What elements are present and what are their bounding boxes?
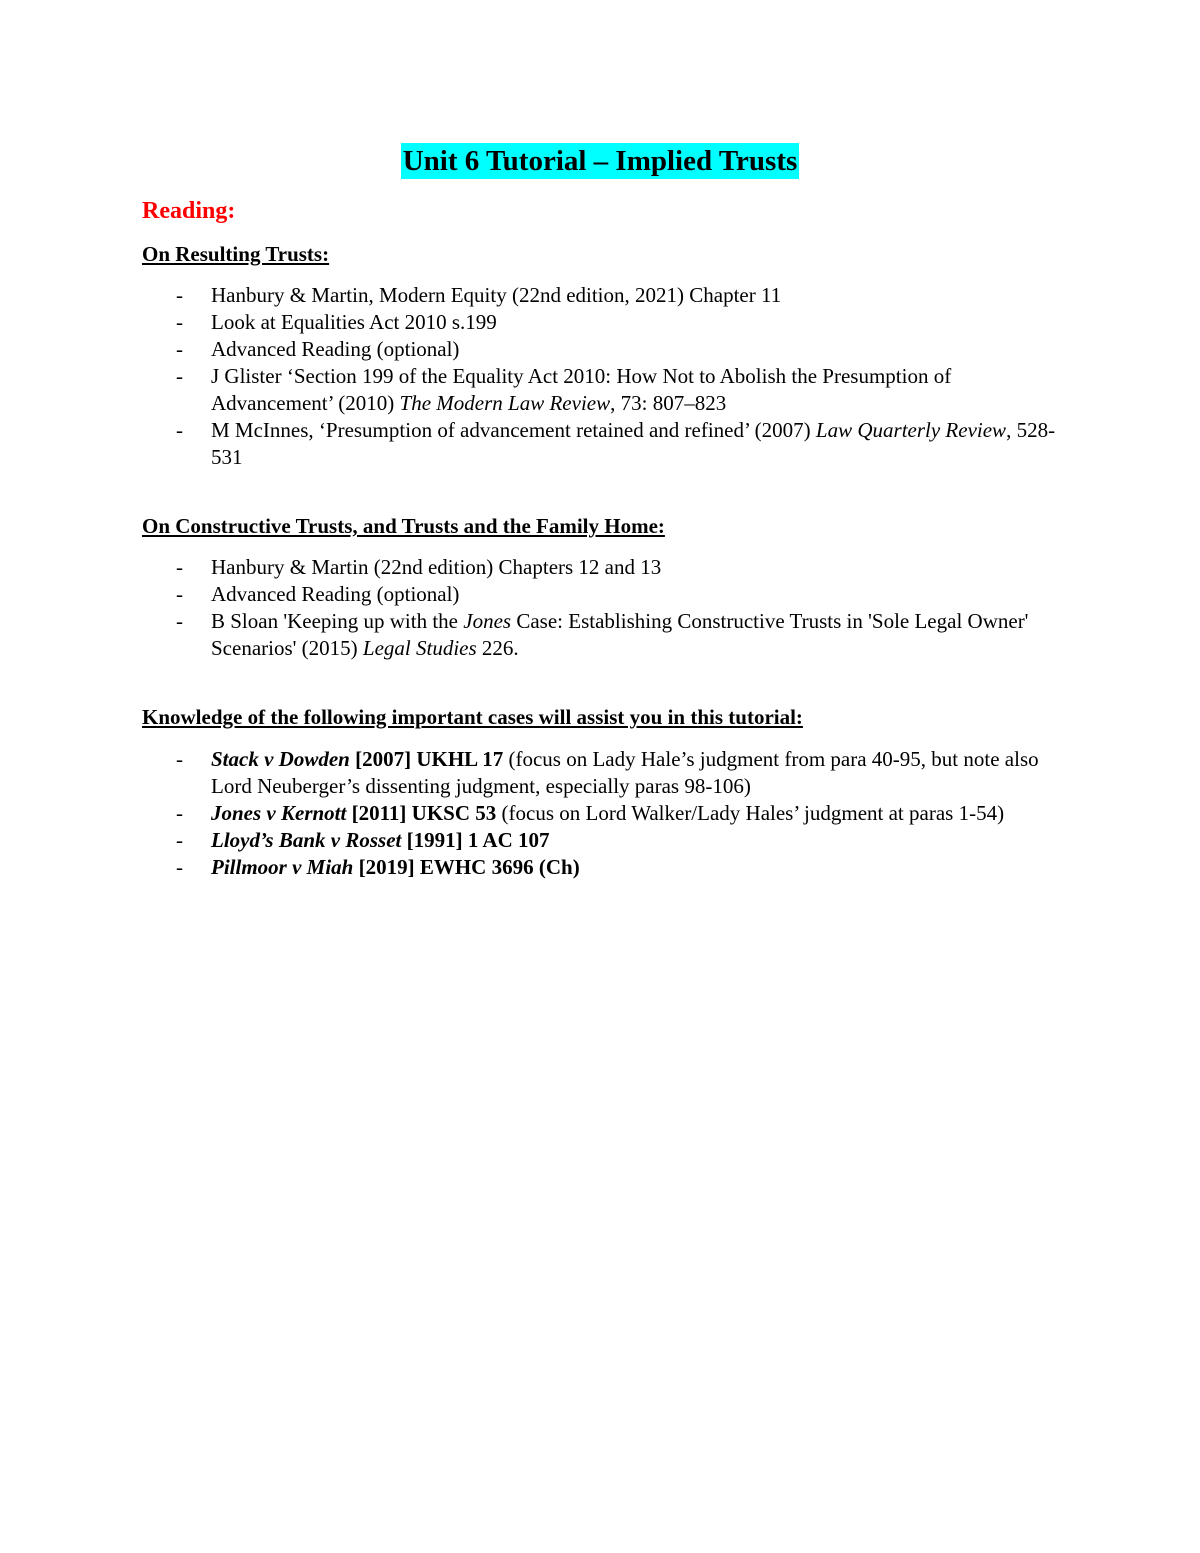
dash-bullet: - (176, 310, 183, 334)
dash-bullet: - (176, 364, 183, 388)
reading-item-text: B Sloan 'Keeping up with the (211, 609, 464, 633)
dash-bullet: - (176, 747, 183, 771)
reading-item-text: 226. (476, 636, 519, 660)
reading-item-text: J Glister ‘Section 199 of the Equality Act 2010: How Not to Abolish the Presumption of Advancement’ (2010) (211, 364, 952, 415)
dash-bullet: - (176, 855, 183, 879)
page-title: Unit 6 Tutorial – Implied Trusts (402, 145, 798, 177)
list-item (142, 608, 1072, 662)
case-item (142, 827, 1072, 854)
case-name: Jones v Kernott (211, 801, 347, 825)
case-item (142, 746, 1072, 800)
dash-bullet: - (176, 828, 183, 852)
case-item (142, 854, 1072, 881)
list-item (142, 309, 1072, 336)
reading-item-text: Hanbury & Martin, Modern Equity (22nd edition, 2021) Chapter 11 (211, 283, 782, 307)
case-citation: [2019] EWHC 3696 (Ch) (353, 855, 580, 879)
reading-item-text: Advanced Reading (optional) (211, 582, 460, 606)
case-name: Pillmoor v Miah (211, 855, 354, 879)
dash-bullet: - (176, 609, 183, 633)
case-citation: [2007] UKHL 17 (349, 747, 504, 771)
cases-list (142, 746, 1072, 881)
dash-bullet: - (176, 801, 183, 825)
constructive-trusts-heading: On Constructive Trusts, and Trusts and the Family Home: (142, 514, 665, 538)
cases-heading: Knowledge of the following important cases will assist you in this tutorial: (142, 705, 803, 729)
case-name-italic: Jones (463, 609, 512, 633)
list-item (142, 336, 1072, 363)
case-note: (focus on Lord Walker/Lady Hales’ judgment at paras 1-54) (496, 801, 1005, 825)
case-name: Stack v Dowden (211, 747, 350, 771)
journal-title: Legal Studies (362, 636, 477, 660)
journal-title: The Modern Law Review (399, 391, 611, 415)
list-item (142, 282, 1072, 309)
list-item (142, 554, 1072, 581)
resulting-trusts-heading: On Resulting Trusts: (142, 242, 330, 266)
dash-bullet: - (176, 418, 183, 442)
reading-item-text: Hanbury & Martin (22nd edition) Chapters 12 and 13 (211, 555, 662, 579)
dash-bullet: - (176, 555, 183, 579)
reading-item-text: , 73: 807–823 (610, 391, 727, 415)
case-item (142, 800, 1072, 827)
list-item (142, 363, 1072, 417)
dash-bullet: - (176, 337, 183, 361)
case-citation: [1991] 1 AC 107 (401, 828, 550, 852)
resulting-trusts-list (142, 282, 1072, 471)
case-citation: [2011] UKSC 53 (346, 801, 497, 825)
list-item (142, 581, 1072, 608)
list-item (142, 417, 1072, 471)
reading-item-text: Advanced Reading (optional) (211, 337, 460, 361)
reading-item-text: M McInnes, ‘Presumption of advancement retained and refined’ (2007) (211, 418, 816, 442)
reading-item-text: Case: Establishing Constructive Trusts in 'Sole Legal Owner' Scenarios' (2015) (211, 609, 1029, 660)
dash-bullet: - (176, 582, 183, 606)
reading-label: Reading: (142, 198, 236, 224)
reading-item-text: Look at Equalities Act 2010 s.199 (211, 310, 497, 334)
journal-title: Law Quarterly Review (815, 418, 1007, 442)
title-container (0, 143, 1200, 179)
case-note: (focus on Lady Hale’s judgment from para 40-95, but note also Lord Neuberger’s dissenting judgment, especially paras 98-106) (211, 747, 1039, 798)
reading-item-text: , 528-531 (211, 418, 1056, 469)
case-name: Lloyd’s Bank v Rosset (211, 828, 402, 852)
constructive-trusts-list (142, 554, 1072, 662)
dash-bullet: - (176, 283, 183, 307)
